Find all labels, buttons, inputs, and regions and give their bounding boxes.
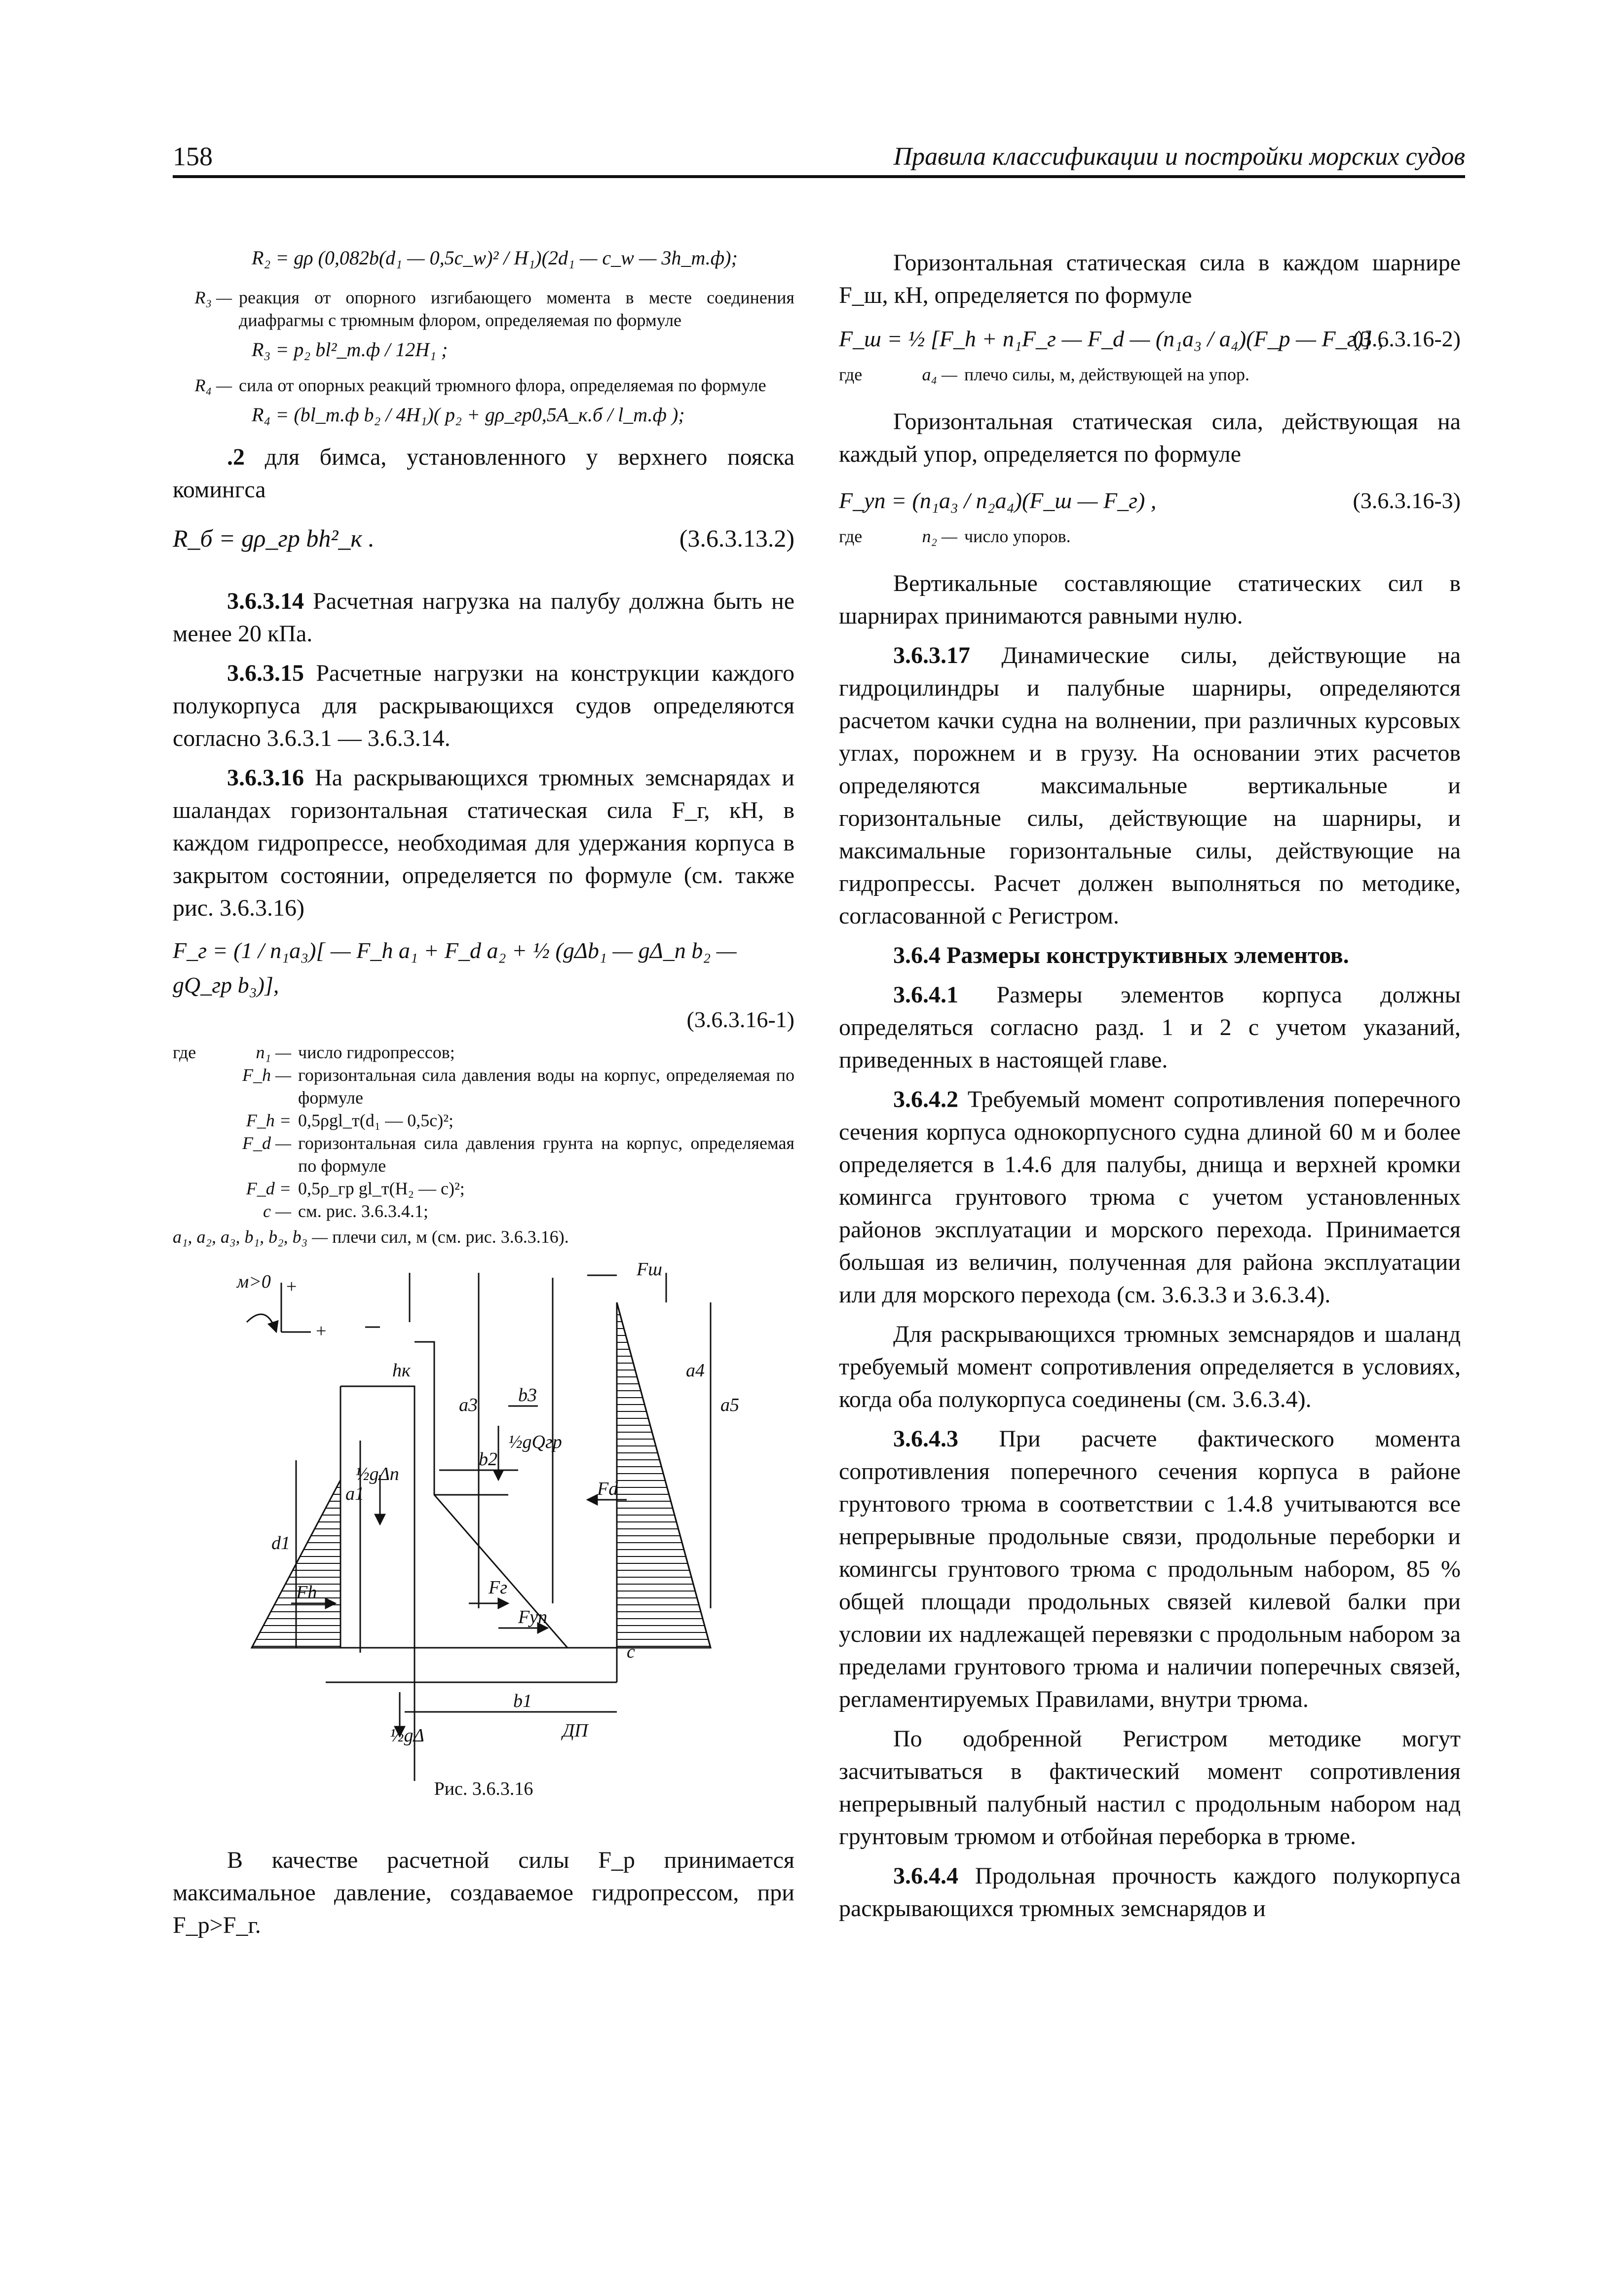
definition-symbol: n₂ — [922,526,957,546]
where-word: где [173,1042,196,1062]
definition-symbol: a₄ — [922,365,957,384]
definition-symbol: n₁ — [256,1042,291,1062]
definition-text: 0,5ρ_гр gl_т(H₂ — c)²; [298,1179,465,1198]
definition-symbol: R₃ — [194,288,232,307]
definition-text: см. рис. 3.6.3.4.1; [298,1201,429,1221]
formula-text: F_уп = (n₁a₃ / n₂a₄)(F_ш — F_г) , [839,488,1157,513]
section-number: 3.6.3.15 [227,660,304,686]
item-number: .2 [227,444,245,470]
formula-text: R_б = gρ_гр bh²_к . [173,524,375,552]
paragraph-3-6-4-3 [839,1423,1461,1716]
definition-symbol: F_d — [242,1133,291,1153]
paragraph-3-6-3-17 [839,639,1461,932]
definition-text: реакция от опорного изгибающего момента в месте соединения диафрагмы с трюмным флором, определяемая по формуле [239,288,794,330]
paragraph-text: для бимса, установленного у верхнего пояска комингса [173,444,794,503]
section-number: 3.6.4.2 [893,1086,958,1112]
equation-number: (3.6.3.16-2) [1353,326,1461,351]
label-f-sh: Fш [637,1259,662,1280]
definition-symbol: R₄ — [194,375,232,395]
label-dp: ДП [563,1720,588,1741]
paragraph-3-6-3-15 [173,657,794,755]
label-f-g: Fг [489,1577,508,1598]
figure-caption: Рис. 3.6.3.16 [434,1778,533,1799]
definition-text: 0,5ρgl_т(d₁ — 0,5c)²; [298,1111,453,1130]
where-word: где [839,526,863,546]
label-f-d: Fd [597,1479,618,1499]
equation-number: (3.6.3.13.2) [679,524,794,552]
section-number: 3.6.3.14 [227,588,304,614]
formula-r2: R₂ = gρ (0,082b(d₁ — 0,5c_w)² / H₁)(2d₁ — c_w — 3h_т.ф); [252,247,738,269]
formula-f-sh [839,322,1461,356]
label-g-delta-n: ½gΔп [355,1464,399,1484]
paragraph-text: Продольная прочность каждого полукорпуса раскрывающихся трюмных земснарядов и [839,1863,1461,1922]
formula-fg: F_г = (1 / n₁a₃)[ — F_h a₁ + F_d a₂ + ½ (gΔb₁ — gΔ_n b₂ — gQ_гр b₃)], [173,938,737,998]
where-n2 [839,525,1461,548]
definition-r4 [173,374,794,397]
where-a4 [839,363,1461,386]
paragraph-3-6-3-14 [173,585,794,650]
definition-symbol: F_d = [246,1179,291,1198]
equation-number: (3.6.3.16-3) [1353,488,1461,513]
label-a1: a1 [345,1483,364,1504]
label-b2: b2 [479,1449,497,1470]
paragraph-vertical-components: Вертикальные составляющие статических сил в шарнирах принимаются равными нулю. [839,570,1461,629]
section-heading: 3.6.4 Размеры конструктивных элементов. [893,942,1349,968]
right-column [839,247,1461,1925]
definition-text: число упоров. [964,526,1071,546]
paragraph-hinge-force: Горизонтальная статическая сила в каждом шарнире F_ш, кН, определяется по формуле [839,250,1461,308]
definition-text: горизонтальная сила давления воды на корпус, определяемая по формуле [298,1065,794,1108]
label-b3: b3 [518,1385,537,1406]
figure-3-6-3-16 [192,1259,739,1766]
definition-r3 [173,286,794,332]
section-number: 3.6.3.17 [893,642,970,668]
paragraph-split-dredgers: Для раскрывающихся трюмных земснарядов и шаланд требуемый момент сопротивления определяется в условиях, когда оба полукорпуса соединены (см. 3.6.3.4). [839,1321,1461,1412]
page-number: 158 [173,142,213,171]
definition-row [232,1177,794,1200]
paragraph-text: Расчетная нагрузка на палубу должна быть не менее 20 кПа. [173,588,794,647]
label-moment: м>0 [237,1271,271,1292]
paragraph-text: Динамические силы, действующие на гидроцилиндры и палубные шарниры, определяются расчетом качки судна на волнении, при различных курсовых углах, порожнем и в грузу. На основании этих расчетов определяются максимальные вертикальные и горизонтальные силы, действующие на шарниры, и максимальные горизонтальные силы, действующие на гидропрессы. Расчет должен выполняться по методике, согласованной с Регистром. [839,642,1461,929]
paragraph-3-6-3-16 [173,762,794,925]
formula-fg-number: (3.6.3.16-1) [686,1007,794,1032]
definition-symbol: F_h = [246,1111,291,1130]
hull-section-diagram [192,1259,739,1766]
label-b1: b1 [513,1691,532,1711]
formula-text: F_ш = ½ [F_h + n₁F_г — F_d — (n₁a₃ / a₄)(F_р — F_г)] , [839,326,1384,351]
paragraph-3-6-4-4 [839,1860,1461,1925]
definition-text: плечи сил, м (см. рис. 3.6.3.16). [332,1227,569,1247]
definition-row [232,1132,794,1177]
paragraph-stop-force: Горизонтальная статическая сила, действующая на каждый упор, определяется по формуле [839,408,1461,467]
formula-r3: R₃ = p₂ bl²_т.ф / 12H₁ ; [252,338,448,361]
paragraph-final-left: В качестве расчетной силы F_р принимается максимальное давление, создаваемое гидропрессом, при F_р>F_г. [173,1847,794,1938]
label-a4: a4 [686,1360,705,1381]
definition-text: число гидропрессов; [298,1042,455,1062]
label-c: c [627,1641,635,1662]
label-f-up: Fуп [518,1607,548,1628]
label-f-h: Fh [296,1582,317,1603]
section-number: 3.6.3.16 [227,765,304,791]
label-g-delta: ½gΔ [390,1725,424,1746]
definition-text: горизонтальная сила давления грунта на корпус, определяемая по формуле [298,1133,794,1176]
section-number: 3.6.4.4 [893,1863,958,1889]
definition-row-arms [173,1225,794,1248]
label-h-k: hк [392,1360,411,1381]
formula-r4: R₄ = (bl_т.ф b₂ / 4H₁)( p₂ + gρ_гр0,5A_к.б / l_т.ф ); [252,404,685,426]
paragraph-text: Расчетные нагрузки на конструкции каждого полукорпуса для раскрывающихся судов определяются согласно 3.6.3.1 — 3.6.3.14. [173,660,794,751]
label-plus-1: + [286,1276,297,1297]
paragraph-text: На раскрывающихся трюмных земснарядах и шаландах горизонтальная статическая сила F_г, кН, в каждом гидропрессе, необходимая для удержания корпуса в закрытом состоянии, определяется по формуле (см. также рис. 3.6.3.16) [173,765,794,921]
definition-text: сила от опорных реакций трюмного флора, определяемая по формуле [239,375,766,395]
heading-3-6-4 [839,939,1461,972]
paragraph-3-6-4-1 [839,979,1461,1076]
paragraph-approved-method: По одобренной Регистром методике могут засчитываться в фактический момент сопротивления непрерывный палубный настил с продольным набором над грунтовым трюмом и отбойная переборка в трюме. [839,1726,1461,1850]
definition-row [232,1064,794,1109]
definition-row [232,1200,794,1222]
where-block [173,1041,794,1222]
left-column [173,247,794,1942]
running-title: Правила классификации и постройки морских судов [893,143,1465,171]
label-g-q-gr: ½gQгр [508,1432,562,1452]
label-a5: a5 [720,1395,739,1415]
definition-symbol: F_h — [242,1065,291,1085]
label-d1: d1 [271,1533,290,1554]
definition-symbol: c — [263,1201,291,1221]
where-word: где [839,365,863,384]
label-plus-2: + [316,1321,327,1341]
formula-rb [173,521,794,555]
definition-text: плечо силы, м, действующей на упор. [964,365,1250,384]
definition-row [232,1109,794,1132]
section-number: 3.6.4.1 [893,982,958,1008]
paragraph-text: Размеры элементов корпуса должны определяться согласно разд. 1 и 2 с учетом указаний, приведенных в настоящей главе. [839,982,1461,1073]
paragraph-2 [173,441,794,506]
paragraph-text: При расчете фактического момента сопротивления поперечного сечения корпуса в районе грунтового трюма в соответствии с 1.4.8 учитываются все непрерывные продольные связи, продольные переборки и комингсы грунтового трюма с продольным набором, 85 % общей площади продольных связей килевой балки при условии их надлежащей перевязки с продольным набором за пределами грунтового трюма и наличии поперечных связей, регламентируемых Правилами, внутри трюма. [839,1426,1461,1712]
definition-row [232,1041,794,1064]
formula-f-up [839,483,1461,518]
header-rule [173,175,1465,178]
definition-symbol: a₁, a₂, a₃, b₁, b₂, b₃ — [173,1227,328,1247]
paragraph-text: Требуемый момент сопротивления поперечного сечения корпуса однокорпусного судна длиной 60 м и более определяется в 1.4.6 для палубы, днища и верхней кромки комингса грунтового трюма с учетом установленных районов эксплуатации и морского перехода. Принимается большая из величин, полученная для района эксплуатации или для морского перехода (см. 3.6.3.3 и 3.6.3.4). [839,1086,1461,1308]
label-a3: a3 [459,1395,478,1415]
section-number: 3.6.4.3 [893,1426,958,1452]
paragraph-3-6-4-2 [839,1083,1461,1311]
